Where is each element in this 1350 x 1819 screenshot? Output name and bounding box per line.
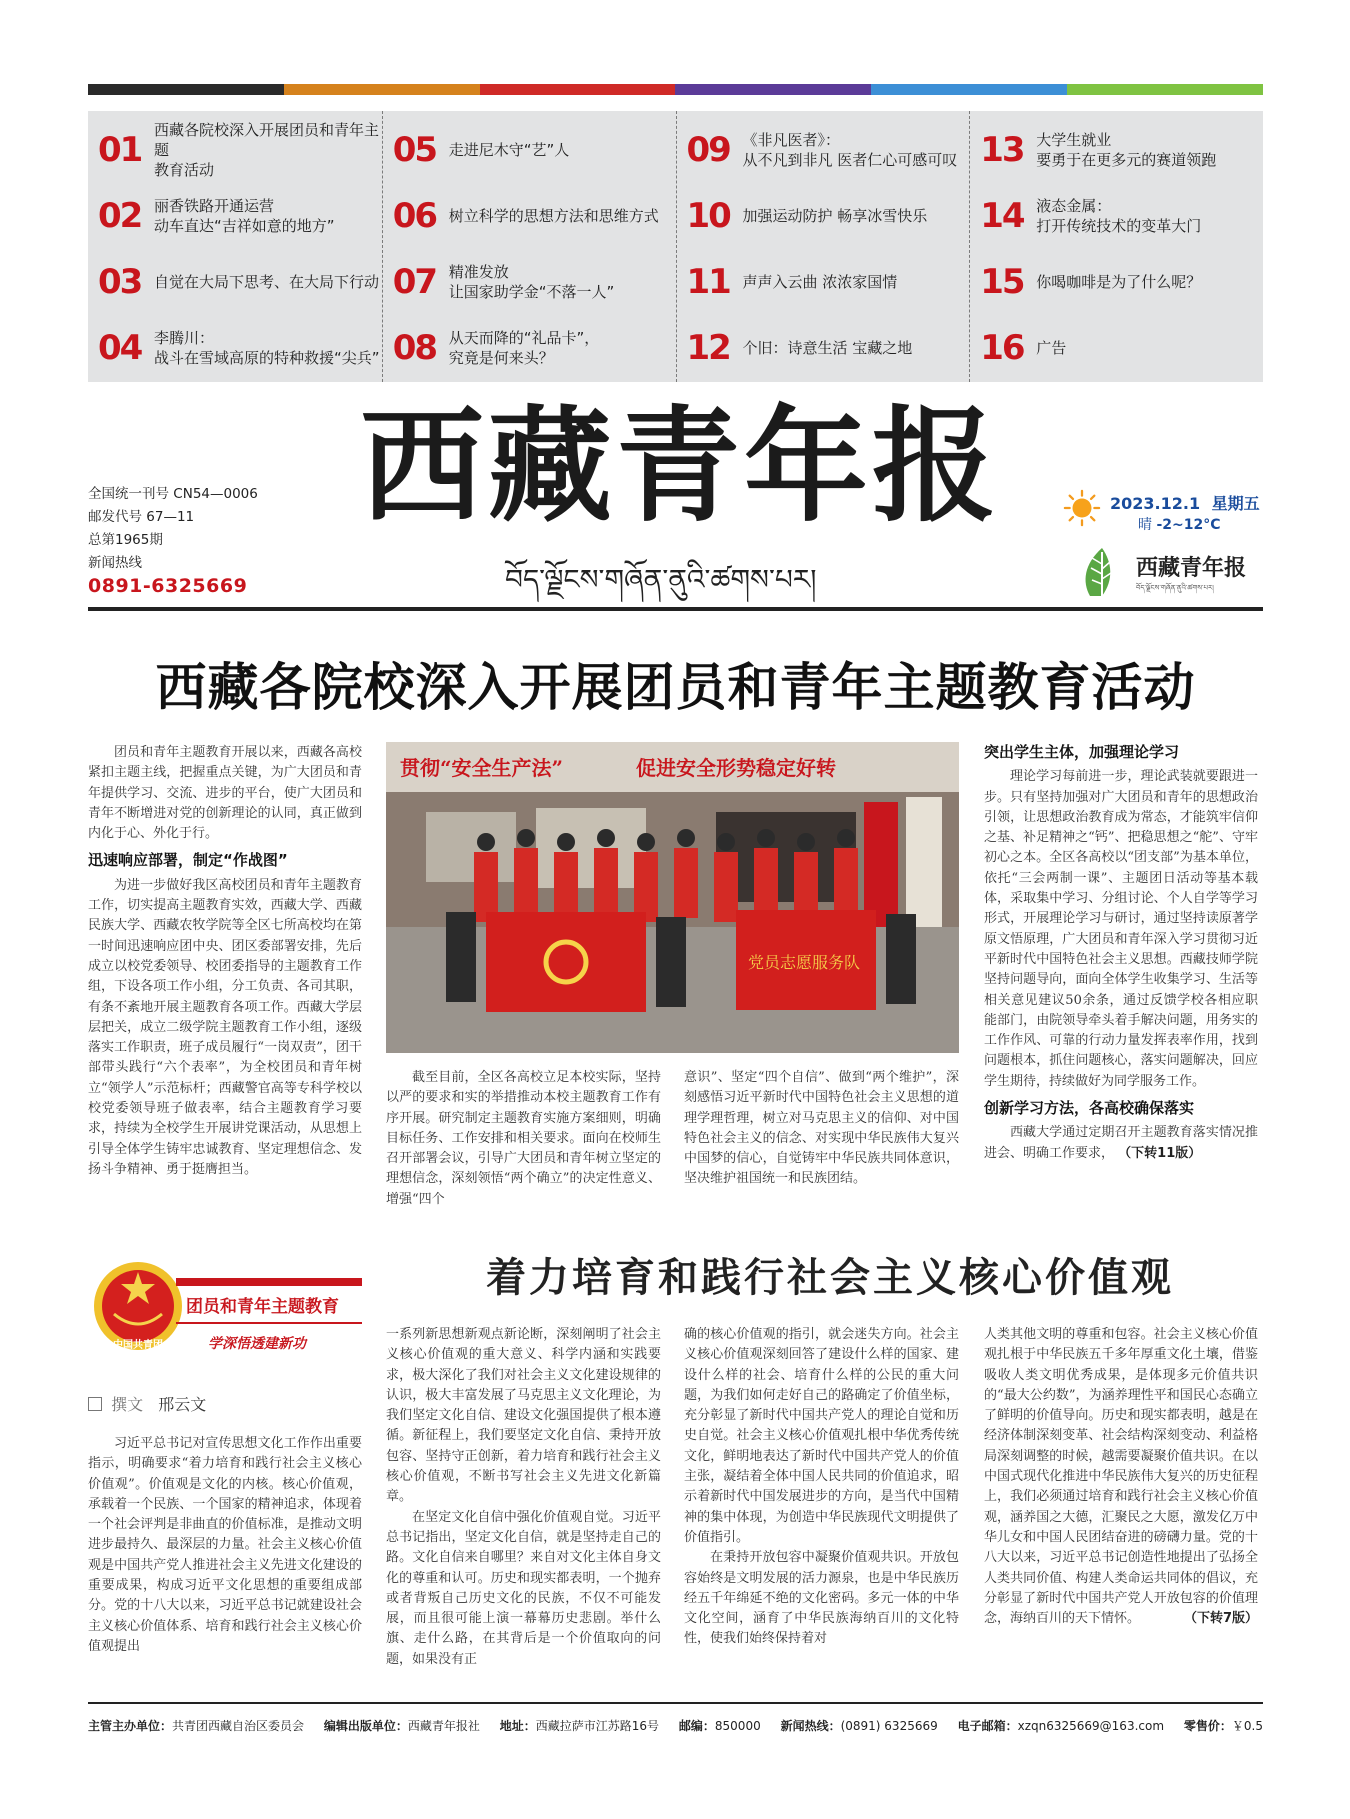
footer — [88, 1717, 1263, 1734]
photo-flag-text: 党员志愿服务队 — [748, 953, 861, 972]
lead-subhead-1: 迅速响应部署，制定“作战图” — [88, 851, 288, 870]
index-item[interactable] — [393, 117, 676, 183]
page-number: 14 — [980, 196, 1024, 236]
index-title: 丽香铁路开通运营 动车直达“吉祥如意的地方” — [154, 197, 335, 235]
weather — [1138, 514, 1221, 534]
hotline-label: 新闻热线 — [88, 555, 142, 571]
lead-headline: 西藏各院校深入开展团员和青年主题教育活动 — [155, 659, 1196, 718]
postal-code-line: 邮发代号 67—11 — [88, 509, 195, 525]
index-column — [676, 111, 970, 382]
index-item[interactable] — [980, 249, 1263, 315]
index-title: 从天而降的“礼品卡”， 究竟是何来头？ — [448, 329, 600, 367]
continued-page-link[interactable]: （下转11版） — [1118, 1145, 1202, 1161]
index-title: 个旧：诗意生活 宝藏之地 — [742, 339, 913, 357]
index-item[interactable] — [98, 183, 382, 249]
photo-banner-left: 贯彻“安全生产法” — [400, 756, 564, 780]
page-number: 09 — [686, 130, 730, 170]
photo-banner-right: 促进安全形势稳定好转 — [636, 756, 836, 780]
issue-number-line: 总第1965期 — [88, 532, 163, 548]
index-item[interactable] — [687, 117, 970, 183]
footer-field — [500, 1717, 659, 1734]
lead-article-column-4 — [984, 742, 1258, 1164]
index-item[interactable] — [98, 249, 382, 315]
index-item[interactable] — [687, 315, 970, 381]
second-article-column-3 — [684, 1325, 959, 1650]
svg-text:中国共青团: 中国共青团 — [113, 1340, 163, 1351]
second-headline: 着力培育和践行社会主义核心价值观 — [486, 1254, 1174, 1301]
lead-article-column-2 — [386, 1068, 661, 1210]
footer-label: 新闻热线： — [780, 1719, 841, 1733]
page-number: 13 — [980, 130, 1024, 170]
color-bar-segment — [1067, 84, 1263, 95]
index-title: 加强运动防护 畅享冰雪快乐 — [742, 207, 928, 225]
color-bar-segment — [284, 84, 480, 95]
second-paragraph: 一系列新思想新观点新论断，深刻阐明了社会主义核心价值观的重大意义、科学内涵和实践要求，极大深化了我们对社会主义文化建设规律的认识，极大丰富发展了马克思主义文化理论，为我们坚定文化自信、建设文化强国提供了根本遵循。新征程上，我们要坚定文化自信、秉持开放包容、坚持守正创新，着力培育和践行社会主义核心价值观，不断书写社会主义先进文化新篇章。 — [386, 1327, 661, 1505]
lead-intro: 团员和青年主题教育开展以来，西藏各高校紧扣主题主线，把握重点关键，为广大团员和青年提供学习、交流、进步的平台，使广大团员和青年不断增进对党的创新理论的认同，真正做到内化于心、外化于行。 — [88, 745, 362, 842]
footer-field — [324, 1717, 480, 1734]
index-column — [969, 111, 1263, 382]
index-column — [88, 111, 382, 382]
issue-date: 2023.12.1 星期五 — [1110, 494, 1260, 513]
index-title: 液态金属： 打开传统技术的变革大门 — [1036, 197, 1202, 235]
index-item[interactable] — [98, 315, 382, 381]
footer-label: 零售价： — [1183, 1719, 1232, 1733]
index-item[interactable] — [980, 183, 1263, 249]
author-name: 邢云文 — [158, 1395, 207, 1414]
color-bar-segment — [675, 84, 871, 95]
weather-temperature: -2~12°C — [1156, 517, 1221, 533]
footer-label: 地址： — [499, 1719, 536, 1733]
lead-paragraph: 截至目前，全区各高校立足本校实际，坚持以严的要求和实的举措推动本校主题教育工作有序开展。研究制定主题教育实施方案细则，明确目标任务、工作安排和相关要求。面向在校师生召开部署会议，引导广大团员和青年树立坚定的理想信念，深刻领悟“两个确立”的决定性意义、增强“四个 — [386, 1070, 661, 1207]
hotline-number: 0891-6325669 — [88, 575, 248, 597]
second-paragraph: 人类其他文明的尊重和包容。社会主义核心价值观扎根于中华民族五千多年厚重文化土壤，借鉴吸收人类文明优秀成果，是体现多元价值共识的“最大公约数”，为涵养理性平和国民心态确立了鲜明的价值导向。历史和现实都表明，越是在经济体制深刻变革、社会结构深刻变动、利益格局深刻调整的时候，越需要凝聚价值共识。在以中国式现代化推进中华民族伟大复兴的历史征程上，我们必须通过培育和践行社会主义核心价值观，涵养国之大德，汇聚民之大愿，激发亿万中华儿女和中国人民团结奋进的磅礴力量。党的十八大以来，习近平总书记创造性地提出了弘扬全人类共同价值、构建人类命运共同体的倡议，充分彰显了新时代中国共产党人开放包容的价值理念，海纳百川的天下情怀。 — [984, 1327, 1258, 1627]
page-number: 08 — [392, 328, 437, 368]
page-number: 05 — [392, 130, 437, 170]
footer-field — [679, 1717, 761, 1734]
footer-value: 850000 — [714, 1719, 761, 1733]
footer-label: 编辑出版单位： — [323, 1719, 408, 1733]
badge-slogan: 学深悟透建新功 — [208, 1336, 306, 1352]
newspaper-title: 西藏青年报 — [360, 394, 1001, 539]
lead-paragraph: 为进一步做好我区高校团员和青年主题教育工作，切实提高主题教育实效，西藏大学、西藏民族大学、西藏农牧学院等全区七所高校均在第一时间迅速响应团中央、团区委部署安排，先后成立以校党委领导、校团委指导的主题教育工作组，下设各项工作小组，分工负责、各司其职，有条不紊地开展主题教育各项工作。西藏大学层层把关，成立二级学院主题教育工作小组，逐级落实工作职责，班子成员履行“一岗双责”，团干部带头践行“六个表率”，为全校团员和青年树立“领学人”示范标杆；西藏警官高等专科学校以校党委领导班子做表率，结合主题教育学习要求，持续为全校学生开展讲党课活动，从思想上引导全体学生铸牢忠诚教育、坚定理想信念、发扬斗争精神、勇于挺膺担当。 — [88, 877, 362, 1177]
second-paragraph: 确的核心价值观的指引，就会迷失方向。社会主义核心价值观深刻回答了建设什么样的国家、建设什么样的社会、培育什么样的公民的重大问题，为我们如何走好自己的路确定了价值坐标，充分彰显了新时代中国共产党人的理论自觉和历史自觉。社会主义核心价值观扎根中华优秀传统文化，鲜明地表达了新时代中国共产党人的价值主张，凝结着全体中国人民共同的价值追求，昭示着新时代中国发展进步的方向，是当代中国精神的集中体现，为创造中华民族现代文明提供了价值指引。 — [684, 1327, 959, 1545]
color-bar-segment — [871, 84, 1067, 95]
page-number: 15 — [980, 262, 1024, 302]
footer-label: 主管主办单位： — [88, 1719, 173, 1733]
page-number: 06 — [392, 196, 437, 236]
lead-paragraph: 理论学习每前进一步，理论武装就要跟进一步。只有坚持加强对广大团员和青年的思想政治引领，让思想政治教育成为常态，才能筑牢信仰之基、补足精神之“钙”、把稳思想之“舵”、守牢初心之本。全区各高校以“团支部”为基本单位，依托“三会两制一课”、主题团日活动等基本载体，采取集中学习、分组讨论、个人自学等学习形式，开展理论学习与研讨，通过坚持读原著学原文悟原理，广大团员和青年深入学习贯彻习近平新时代中国特色社会主义思想。西藏技师学院坚持问题导向，面向全体学生收集学习、生活等相关意见建议50余条，通过反馈学校各相应职能部门，由院领导牵头着手解决问题，用务实的工作作风、可靠的行动力量发挥表率作用，找到问题根本，抓住问题核心，落实问题解决，回应学生期待，持续做好为同学服务工作。 — [984, 769, 1258, 1089]
index-title: 自觉在大局下思考、在大局下行动 — [154, 273, 380, 291]
footer-label: 邮编： — [678, 1719, 715, 1733]
index-title: 《非凡医者》： 从不凡到非凡 医者仁心可感可叹 — [742, 131, 958, 169]
color-bar — [88, 84, 1263, 95]
second-paragraph: 习近平总书记对宣传思想文化工作作出重要指示，明确要求“着力培育和践行社会主义核心价值观”。价值观是文化的内核。核心价值观，承载着一个民族、一个国家的精神追求，体现着一个社会评判是非曲直的价值标准，是推动文明进步最持久、最深层的力量。社会主义核心价值观是中国共产党人推进社会主义先进文化建设的重要成果，构成习近平文化思想的重要组成部分。党的十八大以来，习近平总书记就建设社会主义核心价值体系、培育和践行社会主义核心价值观提出 — [88, 1436, 362, 1654]
index-item[interactable] — [393, 249, 676, 315]
footer-field — [88, 1717, 304, 1734]
footer-field — [958, 1717, 1164, 1734]
index-title: 广告 — [1036, 339, 1067, 357]
index-item[interactable] — [687, 249, 970, 315]
page-number: 10 — [686, 196, 730, 236]
index-title: 精准发放 让国家助学金“不落一人” — [448, 263, 615, 301]
page-number: 02 — [98, 196, 142, 236]
tibetan-title: བོད་ལྗོངས་གཞོན་ནུའི་ཚགས་པར། — [505, 563, 817, 596]
lead-article-column-3 — [684, 1068, 959, 1190]
footer-value: 共青团西藏自治区委员会 — [172, 1719, 305, 1733]
continued-page-link[interactable]: （下转7版） — [1183, 1611, 1258, 1627]
youth-league-emblem-icon — [94, 1262, 182, 1351]
footer-value: ￥0.5 — [1231, 1719, 1263, 1733]
footer-value: xzqn6325669@163.com — [1017, 1719, 1165, 1733]
footer-value: 西藏青年报社 — [407, 1719, 480, 1733]
pen-icon — [88, 1397, 102, 1411]
color-bar-segment — [88, 84, 284, 95]
color-bar-segment — [480, 84, 676, 95]
page-number: 07 — [392, 262, 437, 302]
issn-line: 全国统一刊号 CN54—0006 — [88, 486, 258, 502]
sun-icon — [1063, 489, 1101, 527]
group-photo — [386, 742, 959, 1053]
index-item[interactable] — [98, 117, 382, 183]
lead-article-column-1 — [88, 743, 362, 1180]
lead-subhead-3: 创新学习方法，各高校确保落实 — [984, 1099, 1195, 1118]
publication-info — [88, 483, 258, 598]
lead-subhead-2: 突出学生主体，加强理论学习 — [984, 743, 1180, 761]
index-column — [382, 111, 676, 382]
byline-label: 撰文 — [111, 1395, 144, 1414]
page-number: 04 — [98, 328, 142, 368]
footer-value: 西藏拉萨市江苏路16号 — [535, 1719, 660, 1733]
masthead-divider — [88, 607, 1263, 611]
footer-value: (0891) 6325669 — [840, 1719, 938, 1733]
logo-text: 西藏青年报 — [1136, 555, 1247, 581]
index-title: 西藏各院校深入开展团员和青年主题 教育活动 — [154, 121, 380, 179]
index-item[interactable] — [393, 315, 676, 381]
page-number: 01 — [98, 130, 142, 170]
page-index — [88, 111, 1263, 382]
logo-subtitle: བོད་ལྗོངས་གཞོན་ནུའི་ཚགས་པར། — [1136, 584, 1214, 592]
second-article-column-4 — [984, 1325, 1258, 1629]
index-title: 你喝咖啡是为了什么呢？ — [1036, 273, 1202, 291]
footer-field — [781, 1717, 938, 1734]
leaf-logo-icon — [1086, 548, 1111, 596]
second-paragraph: 在秉持开放包容中凝聚价值观共识。开放包容始终是文明发展的活力源泉，也是中华民族历经五千年绵延不绝的文化密码。多元一体的中华文化空间，涵育了中华民族海纳百川的文化特性，使我们始终保持着对 — [684, 1550, 959, 1647]
page-number: 03 — [98, 262, 142, 302]
page-number: 16 — [980, 328, 1024, 368]
footer-field — [1184, 1717, 1263, 1734]
index-title: 树立科学的思想方法和思维方式 — [448, 207, 659, 225]
index-title: 走进尼木守“艺”人 — [448, 141, 570, 159]
lead-paragraph: 意识”、坚定“四个自信”、做到“两个维护”，深刻感悟习近平新时代中国特色社会主义思想的道理学理哲理，树立对马克思主义的信仰、对中国特色社会主义的信念、对实现中华民族伟大复兴中国梦的信心，自觉铸牢中华民族共同体意识，坚决维护祖国统一和民族团结。 — [684, 1070, 959, 1187]
second-article-column-1 — [88, 1434, 362, 1657]
index-title: 大学生就业 要勇于在更多元的赛道领跑 — [1036, 131, 1217, 169]
second-paragraph: 在坚定文化自信中强化价值观自觉。习近平总书记指出，坚定文化自信，就是坚持走自己的路。文化自信来自哪里？来自对文化主体自身文化的尊重和认可。历史和现实都表明，一个抛弃或者背叛自己历史文化的民族，不仅不可能发展，而且很可能上演一幕幕历史悲剧。举什么旗、走什么路，在其背后是一个价值取向的问题，如果没有正 — [386, 1509, 661, 1667]
page-number: 12 — [686, 328, 730, 368]
index-item[interactable] — [980, 315, 1263, 381]
second-article-column-2 — [386, 1325, 661, 1670]
byline — [88, 1392, 206, 1415]
footer-divider — [88, 1702, 1263, 1704]
index-title: 声声入云曲 浓浓家国情 — [742, 273, 898, 291]
page-number: 11 — [686, 262, 730, 302]
badge-title: 团员和青年主题教育 — [186, 1297, 339, 1317]
footer-label: 电子邮箱： — [957, 1719, 1018, 1733]
theme-education-badge — [88, 1250, 362, 1370]
lead-paragraph: 西藏大学通过定期召开主题教育落实情况推进会、明确工作要求， — [984, 1125, 1258, 1161]
index-title: 李腾川： 战斗在雪域高原的特种救援“尖兵” — [154, 329, 380, 367]
weather-label: 晴 — [1138, 517, 1152, 533]
index-item[interactable] — [393, 183, 676, 249]
index-item[interactable] — [980, 117, 1263, 183]
index-item[interactable] — [687, 183, 970, 249]
